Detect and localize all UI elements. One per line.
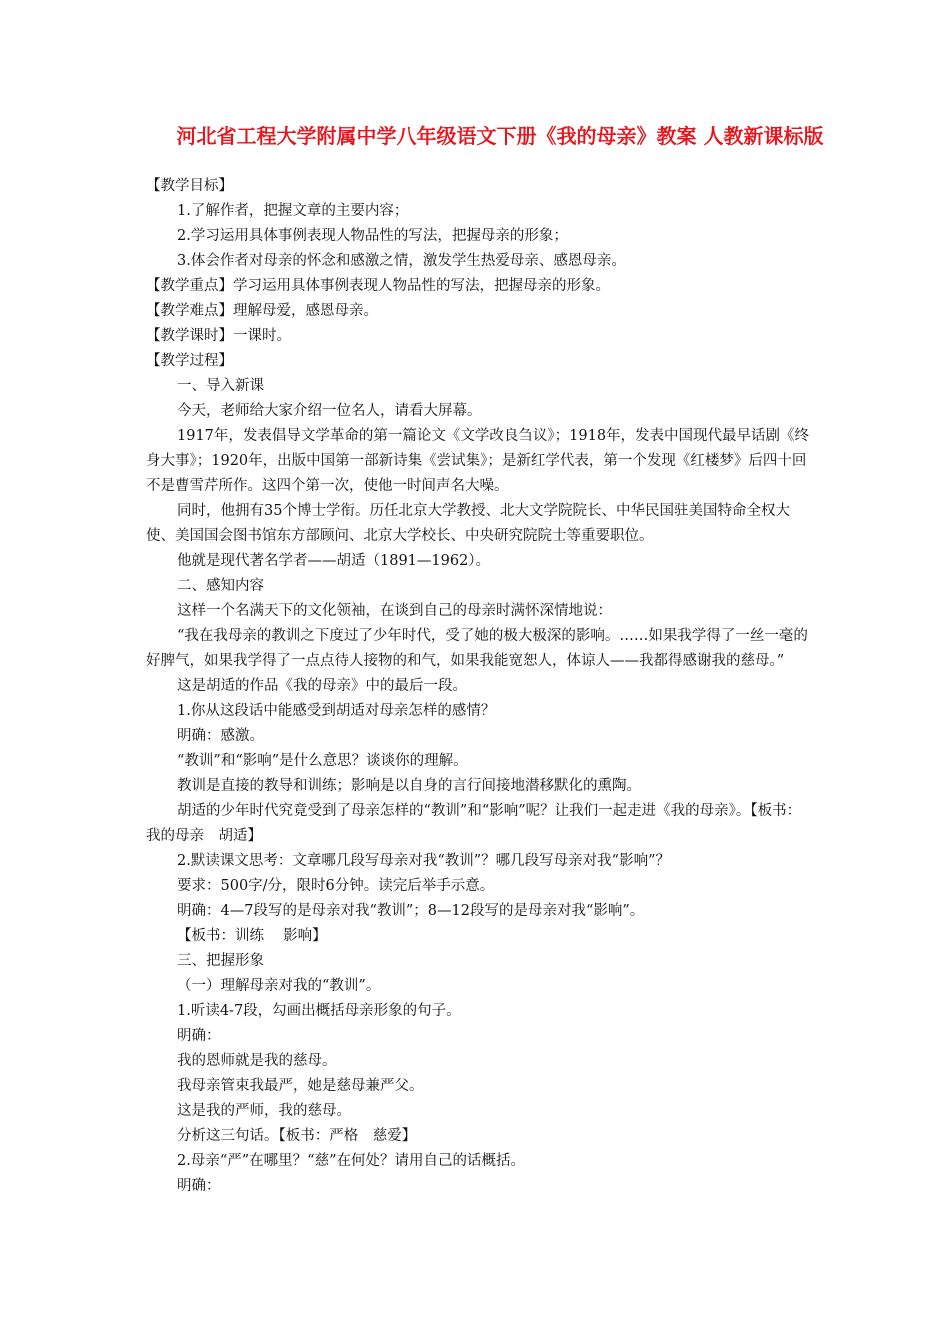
document-title: 河北省工程大学附属中学八年级语文下册《我的母亲》教案 人教新课标版 xyxy=(176,124,824,148)
paragraph: 要求：500字/分，限时6分钟。读完后举手示意。 xyxy=(177,878,495,894)
paragraph: 1.听读4-7段，勾画出概括母亲形象的句子。 xyxy=(177,1003,461,1019)
paragraph: “我在我母亲的教训之下度过了少年时代，受了她的极大极深的影响。……如果我学得了一丝一毫的好脾气，如果我学得了一点点待人接物的和气，如果我能宽恕人，体谅人——我都得感谢我的慈母。” xyxy=(146,628,808,669)
paragraph: 这是胡适的作品《我的母亲》中的最后一段。 xyxy=(177,678,467,694)
paragraph: 【教学目标】 xyxy=(146,178,233,194)
paragraph: 明确：4—7段写的是母亲对我“教训”；8—12段写的是母亲对我“影响”。 xyxy=(177,903,645,919)
paragraph: 3.体会作者对母亲的怀念和感激之情，激发学生热爱母亲、感恩母亲。 xyxy=(177,253,626,269)
paragraph: “教训”和“影响”是什么意思？谈谈你的理解。 xyxy=(177,753,468,769)
paragraph: 【教学难点】理解母爱，感恩母亲。 xyxy=(146,303,378,319)
paragraph: 明确： xyxy=(177,1178,221,1194)
document-body xyxy=(146,174,811,1199)
paragraph: 【板书：训练 影响】 xyxy=(177,928,327,944)
paragraph: 这是我的严师，我的慈母。 xyxy=(177,1103,351,1119)
paragraph: 【教学课时】一课时。 xyxy=(146,328,291,344)
paragraph: 他就是现代著名学者——胡适（1891—1962）。 xyxy=(177,553,491,569)
paragraph: 我母亲管束我最严，她是慈母兼严父。 xyxy=(177,1078,424,1094)
paragraph: 分析这三句话。【板书：严格 慈爱】 xyxy=(177,1128,417,1144)
paragraph: 二、感知内容 xyxy=(177,578,264,594)
paragraph: （一）理解母亲对我的“教训”。 xyxy=(177,978,381,994)
paragraph: 教训是直接的教导和训练；影响是以自身的言行间接地潜移默化的熏陶。 xyxy=(177,778,641,794)
paragraph: 1.了解作者，把握文章的主要内容； xyxy=(177,203,409,219)
paragraph: 【教学过程】 xyxy=(146,353,233,369)
paragraph: 三、把握形象 xyxy=(177,953,264,969)
paragraph: 1.你从这段话中能感受到胡适对母亲怎样的感情？ xyxy=(177,703,496,719)
paragraph: 胡适的少年时代究竟受到了母亲怎样的“教训”和“影响”呢？让我们一起走进《我的母亲》。【板书：我的母亲 胡适】 xyxy=(146,803,802,844)
paragraph: 今天，老师给大家介绍一位名人，请看大屏幕。 xyxy=(177,403,482,419)
paragraph: 1917年，发表倡导文学革命的第一篇论文《文学改良刍议》；1918年，发表中国现代最早话剧《终身大事》；1920年，出版中国第一部新诗集《尝试集》；是新红学代表，第一个发现《红楼梦》后四十回不是曹雪芹所作。这四个第一次，使他一时间声名大噪。 xyxy=(146,428,810,494)
paragraph: 【教学重点】学习运用具体事例表现人物品性的写法，把握母亲的形象。 xyxy=(146,278,610,294)
paragraph: 这样一个名满天下的文化领袖，在谈到自己的母亲时满怀深情地说： xyxy=(177,603,612,619)
paragraph: 2.默读课文思考：文章哪几段写母亲对我“教训”？哪几段写母亲对我“影响”？ xyxy=(177,853,670,869)
paragraph: 2.母亲“严”在哪里？“慈”在何处？请用自己的话概括。 xyxy=(177,1153,525,1169)
paragraph: 一、导入新课 xyxy=(177,378,264,394)
paragraph: 明确： xyxy=(177,1028,221,1044)
paragraph: 同时，他拥有35个博士学衔。历任北京大学教授、北大文学院院长、中华民国驻美国特命全权大使、美国国会图书馆东方部顾问、北京大学校长、中央研究院院士等重要职位。 xyxy=(146,503,790,544)
paragraph: 明确：感激。 xyxy=(177,728,264,744)
paragraph: 2.学习运用具体事例表现人物品性的写法，把握母亲的形象； xyxy=(177,228,568,244)
paragraph: 我的恩师就是我的慈母。 xyxy=(177,1053,337,1069)
